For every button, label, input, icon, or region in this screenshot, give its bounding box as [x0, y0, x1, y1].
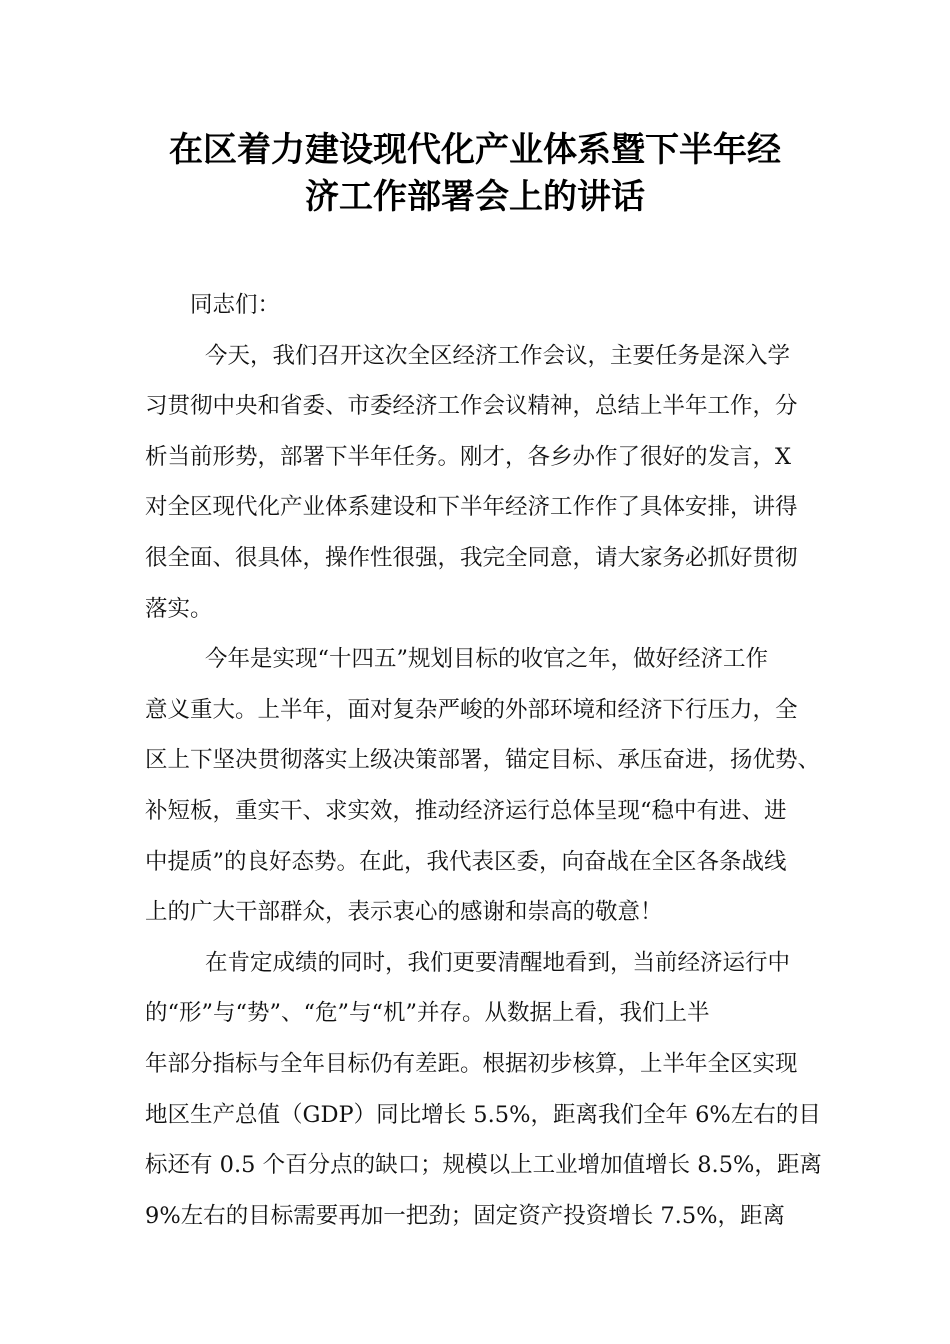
paragraph-line: 年部分指标与全年目标仍有差距。根据初步核算，上半年全区实现	[145, 1050, 798, 1077]
paragraph-line: 意义重大。上半年，面对复杂严峻的外部环境和经济下行压力，全	[145, 696, 798, 723]
paragraph-line: 落实。	[145, 595, 213, 622]
paragraph-line: 的“形”与“势”、“危”与“机”并存。从数据上看，我们上半	[145, 1000, 710, 1027]
paragraph-line: 对全区现代化产业体系建设和下半年经济工作作了具体安排，讲得	[145, 494, 798, 521]
paragraph-line: 9%左右的目标需要再加一把劲；固定资产投资增长 7.5%，距离	[145, 1202, 786, 1229]
paragraph-line: 区上下坚决贯彻落实上级决策部署，锚定目标、承压奋进，扬优势、	[145, 747, 821, 774]
title-line: 济工作部署会上的讲话	[305, 177, 645, 217]
paragraph-line: 地区生产总值（GDP）同比增长 5.5%，距离我们全年 6%左右的目	[145, 1101, 821, 1128]
paragraph-line: 很全面、很具体，操作性很强，我完全同意，请大家务必抓好贯彻	[145, 544, 798, 571]
paragraph-line: 今天，我们召开这次全区经济工作会议，主要任务是深入学	[205, 342, 791, 369]
document-title	[0, 127, 950, 221]
paragraph-2	[145, 634, 821, 938]
paragraph-line: 上的广大干部群众，表示衷心的感谢和崇高的敬意！	[145, 899, 663, 926]
paragraph-line: 标还有 0.5 个百分点的缺口；规模以上工业增加值增长 8.5%，距离	[145, 1152, 822, 1179]
paragraph-1	[145, 331, 805, 635]
paragraph-3	[145, 938, 822, 1242]
paragraph-line: 补短板，重实干、求实效，推动经济运行总体呈现“稳中有进、进	[145, 797, 787, 824]
title-line: 在区着力建设现代化产业体系暨下半年经	[169, 130, 781, 170]
document-body	[145, 280, 822, 1241]
paragraph-line: 中提质”的良好态势。在此，我代表区委，向奋战在全区各条战线	[145, 848, 787, 875]
paragraph-line: 析当前形势，部署下半年任务。刚才，各乡办作了很好的发言，X	[145, 443, 792, 470]
salutation: 同志们：	[190, 292, 281, 318]
paragraph-line: 今年是实现“十四五”规划目标的收官之年，做好经济工作	[205, 646, 769, 673]
paragraph-line: 习贯彻中央和省委、市委经济工作会议精神，总结上半年工作，分	[145, 393, 798, 420]
paragraph-line: 在肯定成绩的同时，我们更要清醒地看到，当前经济运行中	[205, 949, 791, 976]
